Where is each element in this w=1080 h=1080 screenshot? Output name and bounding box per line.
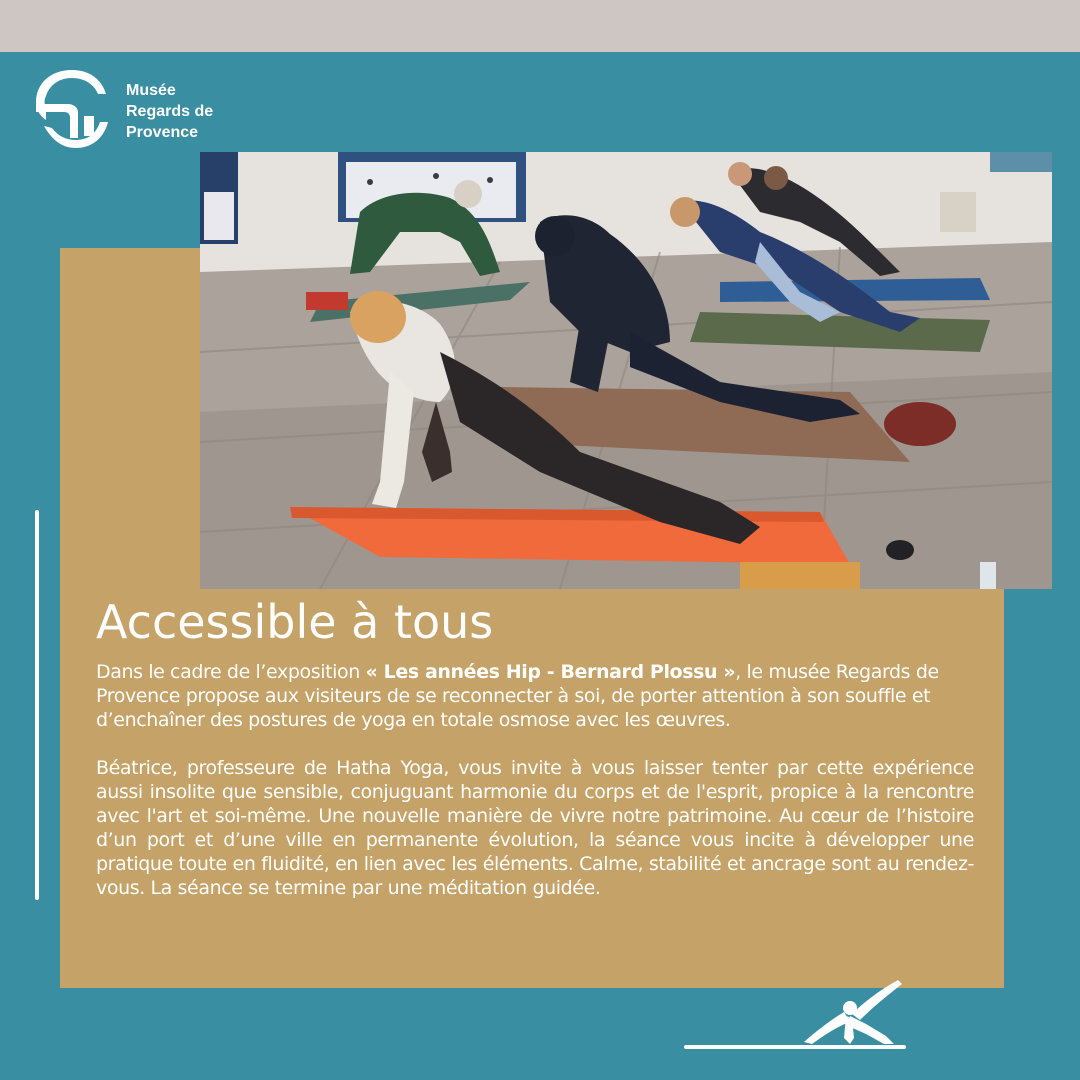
museum-name: [126, 80, 213, 143]
paragraph-exhibition: [96, 660, 974, 732]
museum-name-line: Musée: [126, 82, 176, 99]
description: [96, 660, 974, 900]
museum-logo-icon: [34, 66, 110, 152]
paragraph-text: Dans le cadre de l’exposition: [96, 661, 366, 683]
museum-name-line: Regards de: [126, 103, 214, 120]
page-title: Accessible à tous: [96, 595, 494, 649]
top-band: [0, 0, 1080, 52]
paragraph-text: , le musée Regards de Provence propose aux visiteurs de se reconnecter à soi, de porter attention à son souffle et d’enchaîner des postures de yoga en totale osmose avec les œuvres.: [96, 661, 939, 731]
yoga-pose-icon: [790, 972, 910, 1048]
decorative-vertical-line: [35, 510, 39, 900]
decorative-horizontal-line: [684, 1045, 906, 1049]
paragraph-session: Béatrice, professeure de Hatha Yoga, vous invite à vous laisser tenter par cette expérience aussi insolite que sensible, conjuguant harmonie du corps et de l'esprit, propice à la rencontre avec l'art et soi-même. Une nouvelle manière de vivre notre patrimoine. Au cœur de l’histoire d’un port et d’une ville en permanente évolution, la séance vous incite à développer une pratique toute en fluidité, en lien avec les éléments. Calme, stabilité et ancrage sont au rendez-vous. La séance se termine par une méditation guidée.: [96, 757, 974, 899]
museum-name-line: Provence: [126, 124, 199, 141]
yoga-class-photo: [200, 152, 1052, 589]
exhibition-title: « Les années Hip - Bernard Plossu »: [365, 661, 736, 683]
